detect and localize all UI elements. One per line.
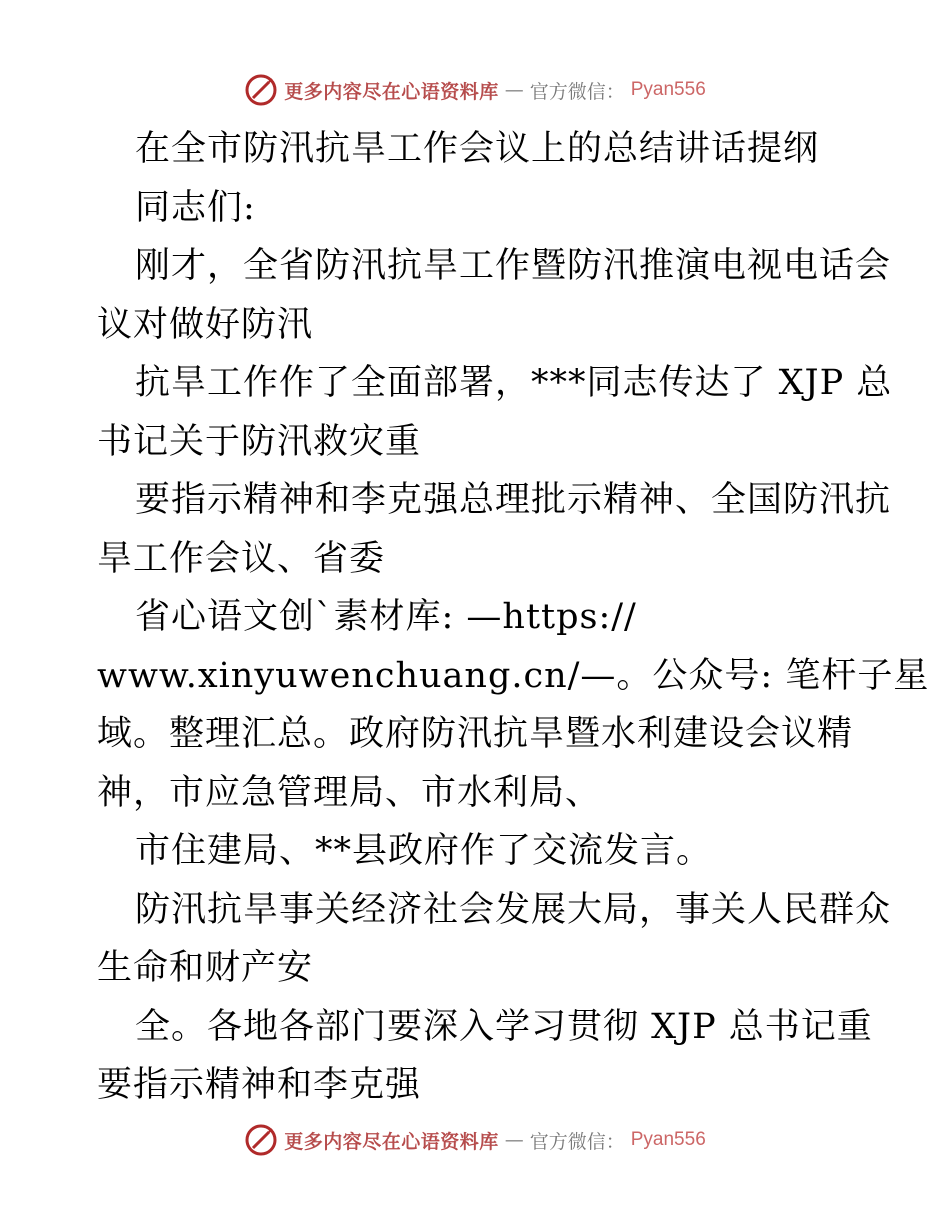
- text-line: 要指示精神和李克强总理批示精神、全国防汛抗: [135, 480, 892, 520]
- quill-logo-icon: [244, 1123, 278, 1157]
- text-line: 市住建局、**县政府作了交流发言。: [135, 831, 713, 871]
- watermark-wechat-id: Pyan556: [630, 79, 706, 100]
- watermark-dash: —: [504, 79, 524, 101]
- text-line: 防汛抗旱事关经济社会发展大局，事关人民群众: [135, 889, 892, 930]
- watermark-main-text: 更多内容尽在心语资料库: [284, 1130, 499, 1153]
- watermark-wechat-id: Pyan556: [630, 1129, 706, 1150]
- text-line: 在全市防汛抗旱工作会议上的总结讲话提纲: [135, 129, 820, 169]
- text-line: 旱工作会议、省委: [97, 538, 386, 579]
- text-line: 抗旱工作作了全面部署，***同志传达了 XJP 总: [135, 363, 893, 403]
- watermark-official-label: 官方微信：: [529, 1130, 625, 1153]
- text-line: 省心语文创`素材库: —https://: [135, 597, 637, 637]
- text-line: 生命和财产安: [97, 948, 314, 988]
- text-line: 全。各地各部门要深入学习贯彻 XJP 总书记重: [135, 1006, 873, 1047]
- watermark-official-label: 官方微信：: [529, 80, 625, 103]
- text-line: 神，市应急管理局、市水利局、: [97, 772, 602, 813]
- text-line: 域。整理汇总。政府防汛抗旱暨水利建设会议精: [97, 714, 854, 754]
- watermark-dash: —: [504, 1129, 524, 1151]
- text-line: 刚才，全省防汛抗旱工作暨防汛推演电视电话会: [135, 246, 892, 286]
- text-line: 要指示精神和李克强: [97, 1065, 422, 1105]
- text-line: 书记关于防汛救灾重: [97, 421, 422, 462]
- watermark-main-text: 更多内容尽在心语资料库: [284, 80, 499, 103]
- quill-logo-icon: [244, 73, 278, 107]
- header-watermark: [0, 70, 950, 110]
- text-line: 同志们:: [135, 187, 256, 228]
- text-line: 议对做好防汛: [97, 304, 314, 345]
- document-body: [97, 120, 930, 1115]
- footer-watermark: [0, 1120, 950, 1160]
- text-line: www.xinyuwenchuang.cn/—。公众号: 笔杆子星: [97, 655, 930, 696]
